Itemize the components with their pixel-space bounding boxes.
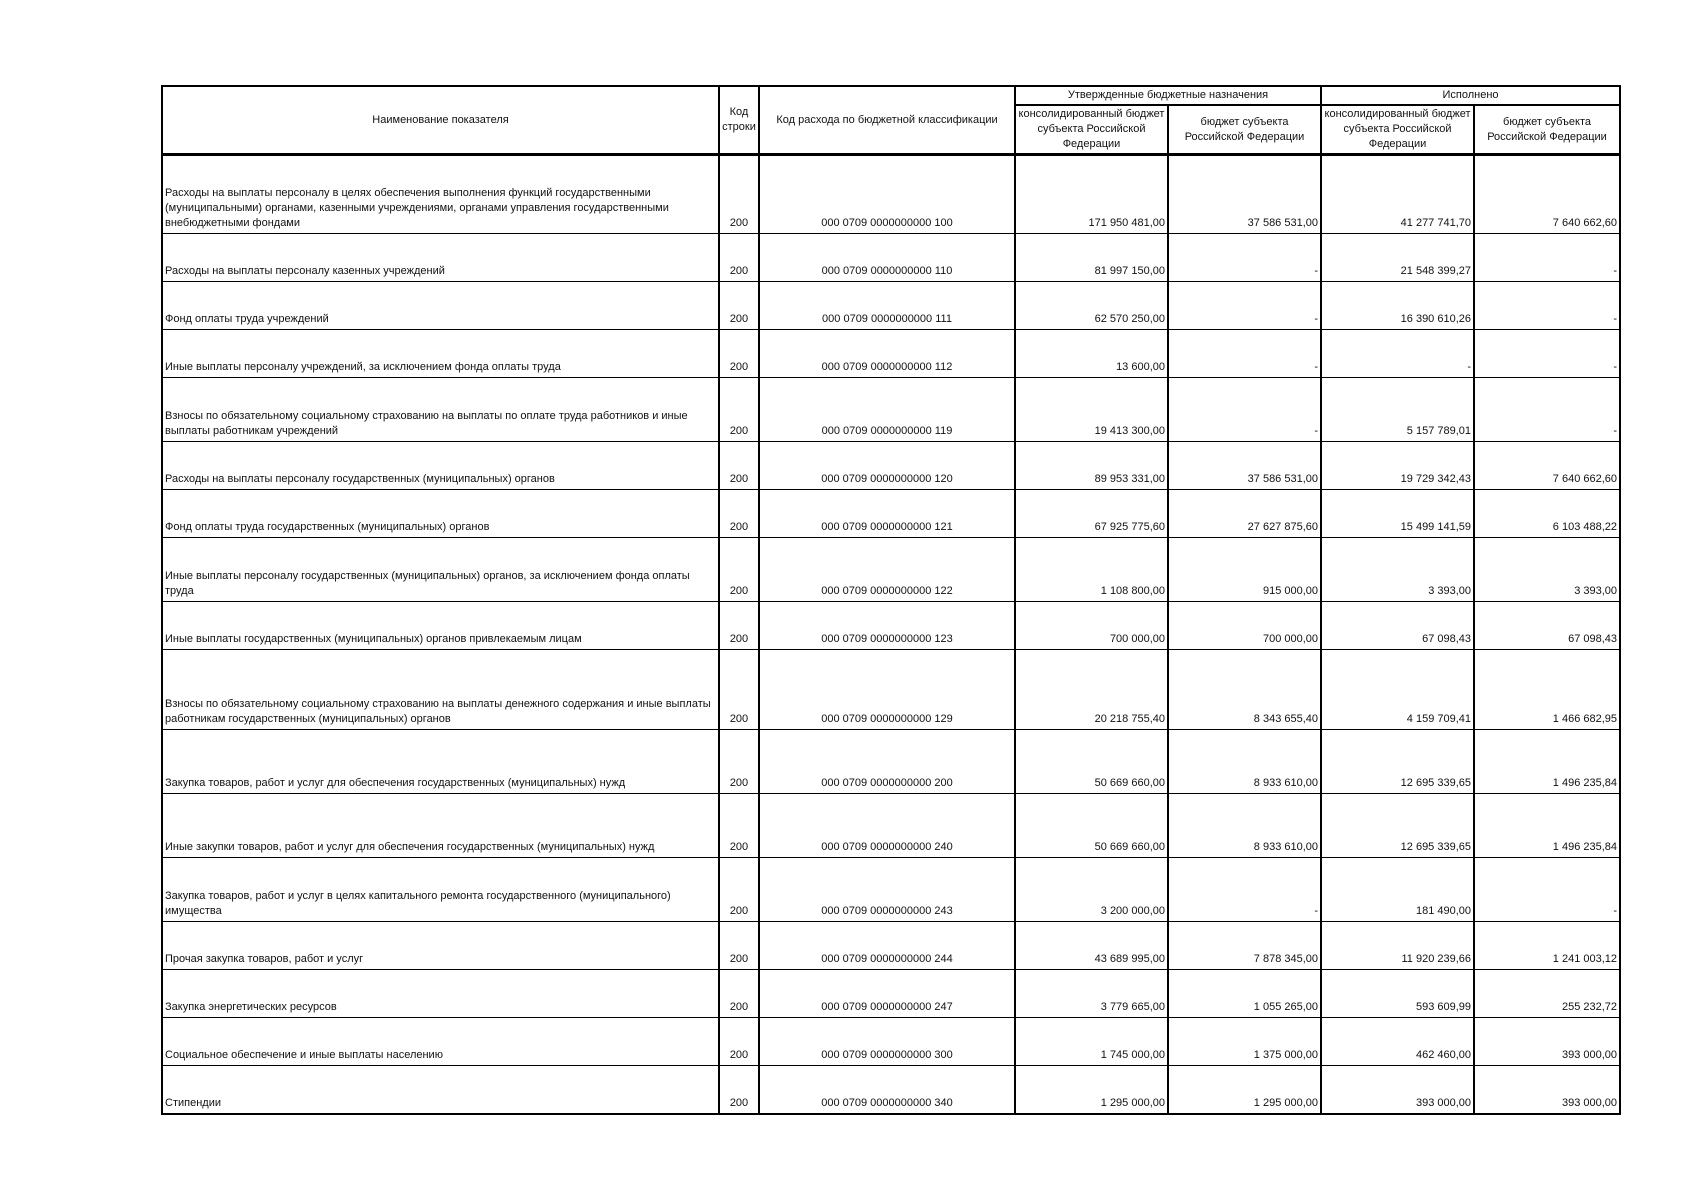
row-approved-consolidated: 43 689 995,00	[1015, 922, 1168, 970]
row-classification-code: 000 0709 0000000000 200	[759, 730, 1015, 794]
row-executed-subject: -	[1474, 234, 1620, 282]
row-executed-consolidated: 67 098,43	[1321, 602, 1474, 650]
header-classification-code: Код расхода по бюджетной классификации	[759, 86, 1015, 155]
table-row	[162, 538, 1620, 602]
row-indicator-name	[162, 730, 719, 794]
row-executed-subject: 393 000,00	[1474, 1066, 1620, 1114]
table-row	[162, 650, 1620, 730]
row-executed-subject: 1 466 682,95	[1474, 650, 1620, 730]
row-executed-subject: 7 640 662,60	[1474, 442, 1620, 490]
row-executed-consolidated: 181 490,00	[1321, 858, 1474, 922]
table-row	[162, 490, 1620, 538]
row-executed-subject: -	[1474, 282, 1620, 330]
row-approved-subject: 700 000,00	[1168, 602, 1321, 650]
row-approved-subject: -	[1168, 858, 1321, 922]
row-classification-code: 000 0709 0000000000 121	[759, 490, 1015, 538]
row-indicator-text: Закупка товаров, работ и услуг в целях капитального ремонта государственного (муниципального) имущества	[165, 890, 671, 917]
table-row	[162, 234, 1620, 282]
row-line-code: 200	[719, 922, 759, 970]
row-executed-consolidated: 16 390 610,26	[1321, 282, 1474, 330]
row-approved-subject: 37 586 531,00	[1168, 442, 1321, 490]
row-approved-consolidated: 67 925 775,60	[1015, 490, 1168, 538]
row-indicator-name	[162, 650, 719, 730]
row-executed-subject: 1 241 003,12	[1474, 922, 1620, 970]
row-approved-subject: -	[1168, 282, 1321, 330]
budget-execution-table	[161, 85, 1621, 1115]
row-line-code: 200	[719, 442, 759, 490]
table-row	[162, 442, 1620, 490]
header-approved-group: Утвержденные бюджетные назначения	[1015, 86, 1321, 105]
row-indicator-text: Взносы по обязательному социальному страхованию на выплаты по оплате труда работников и иные выплаты работникам учреждений	[165, 410, 688, 437]
row-approved-subject: 8 343 655,40	[1168, 650, 1321, 730]
row-indicator-name	[162, 922, 719, 970]
row-line-code: 200	[719, 650, 759, 730]
header-executed-group: Исполнено	[1321, 86, 1620, 105]
row-approved-subject: 1 375 000,00	[1168, 1018, 1321, 1066]
row-indicator-text: Прочая закупка товаров, работ и услуг	[165, 953, 364, 965]
row-approved-consolidated: 89 953 331,00	[1015, 442, 1168, 490]
row-line-code: 200	[719, 1066, 759, 1114]
row-executed-consolidated: 5 157 789,01	[1321, 378, 1474, 442]
row-approved-consolidated: 3 200 000,00	[1015, 858, 1168, 922]
row-line-code: 200	[719, 155, 759, 234]
row-approved-subject: 8 933 610,00	[1168, 794, 1321, 858]
row-executed-subject: 6 103 488,22	[1474, 490, 1620, 538]
row-line-code: 200	[719, 538, 759, 602]
row-executed-subject: 67 098,43	[1474, 602, 1620, 650]
row-indicator-text: Закупка энергетических ресурсов	[165, 1001, 337, 1013]
table-row	[162, 378, 1620, 442]
row-indicator-name	[162, 1018, 719, 1066]
row-approved-subject: -	[1168, 330, 1321, 378]
row-executed-subject: 393 000,00	[1474, 1018, 1620, 1066]
row-approved-consolidated: 20 218 755,40	[1015, 650, 1168, 730]
table-body	[162, 155, 1620, 1114]
row-executed-consolidated: 11 920 239,66	[1321, 922, 1474, 970]
row-executed-consolidated: 462 460,00	[1321, 1018, 1474, 1066]
row-executed-consolidated: 393 000,00	[1321, 1066, 1474, 1114]
row-indicator-name	[162, 490, 719, 538]
row-classification-code: 000 0709 0000000000 340	[759, 1066, 1015, 1114]
row-indicator-text: Взносы по обязательному социальному страхованию на выплаты денежного содержания и иные выплаты работникам государственных (муниципальных) органов	[165, 698, 711, 725]
row-executed-consolidated: 3 393,00	[1321, 538, 1474, 602]
table-row	[162, 794, 1620, 858]
row-approved-consolidated: 3 779 665,00	[1015, 970, 1168, 1018]
row-classification-code: 000 0709 0000000000 112	[759, 330, 1015, 378]
row-approved-consolidated: 700 000,00	[1015, 602, 1168, 650]
row-executed-consolidated: 593 609,99	[1321, 970, 1474, 1018]
table-row	[162, 1018, 1620, 1066]
row-executed-consolidated: 19 729 342,43	[1321, 442, 1474, 490]
table-row	[162, 330, 1620, 378]
row-approved-consolidated: 50 669 660,00	[1015, 730, 1168, 794]
row-line-code: 200	[719, 282, 759, 330]
row-line-code: 200	[719, 1018, 759, 1066]
row-executed-consolidated: 4 159 709,41	[1321, 650, 1474, 730]
row-executed-consolidated: 12 695 339,65	[1321, 730, 1474, 794]
row-classification-code: 000 0709 0000000000 120	[759, 442, 1015, 490]
row-approved-subject: 915 000,00	[1168, 538, 1321, 602]
row-classification-code: 000 0709 0000000000 243	[759, 858, 1015, 922]
row-line-code: 200	[719, 330, 759, 378]
row-indicator-name	[162, 282, 719, 330]
row-executed-subject: -	[1474, 858, 1620, 922]
row-indicator-name	[162, 970, 719, 1018]
row-executed-subject: 1 496 235,84	[1474, 730, 1620, 794]
row-indicator-text: Иные выплаты персоналу государственных (муниципальных) органов, за исключением фонда оплаты труда	[165, 570, 690, 597]
row-classification-code: 000 0709 0000000000 123	[759, 602, 1015, 650]
row-line-code: 200	[719, 602, 759, 650]
row-line-code: 200	[719, 970, 759, 1018]
row-classification-code: 000 0709 0000000000 122	[759, 538, 1015, 602]
row-executed-subject: 7 640 662,60	[1474, 155, 1620, 234]
row-line-code: 200	[719, 794, 759, 858]
row-executed-consolidated: -	[1321, 330, 1474, 378]
row-approved-subject: 27 627 875,60	[1168, 490, 1321, 538]
row-approved-consolidated: 13 600,00	[1015, 330, 1168, 378]
table-row	[162, 1066, 1620, 1114]
row-indicator-name	[162, 602, 719, 650]
row-indicator-name	[162, 794, 719, 858]
row-approved-consolidated: 1 108 800,00	[1015, 538, 1168, 602]
row-approved-subject: -	[1168, 234, 1321, 282]
row-executed-consolidated: 12 695 339,65	[1321, 794, 1474, 858]
row-classification-code: 000 0709 0000000000 111	[759, 282, 1015, 330]
header-executed-consolidated: консолидированный бюджет субъекта Российской Федерации	[1321, 105, 1474, 155]
table-row	[162, 858, 1620, 922]
row-indicator-name	[162, 858, 719, 922]
row-approved-subject: 7 878 345,00	[1168, 922, 1321, 970]
row-indicator-text: Фонд оплаты труда государственных (муниципальных) органов	[165, 521, 490, 533]
row-approved-subject: 1 055 265,00	[1168, 970, 1321, 1018]
row-indicator-text: Иные закупки товаров, работ и услуг для обеспечения государственных (муниципальных) нужд	[165, 841, 655, 853]
row-classification-code: 000 0709 0000000000 110	[759, 234, 1015, 282]
table-row	[162, 155, 1620, 234]
row-approved-consolidated: 50 669 660,00	[1015, 794, 1168, 858]
row-classification-code: 000 0709 0000000000 244	[759, 922, 1015, 970]
header-approved-subject: бюджет субъекта Российской Федерации	[1168, 105, 1321, 155]
header-indicator-name: Наименование показателя	[162, 86, 719, 155]
table-row	[162, 970, 1620, 1018]
row-indicator-name	[162, 330, 719, 378]
row-line-code: 200	[719, 490, 759, 538]
table-row	[162, 730, 1620, 794]
row-line-code: 200	[719, 378, 759, 442]
row-indicator-name	[162, 155, 719, 234]
table-row	[162, 282, 1620, 330]
row-indicator-name	[162, 538, 719, 602]
row-indicator-text: Социальное обеспечение и иные выплаты населению	[165, 1049, 443, 1061]
row-approved-subject: 1 295 000,00	[1168, 1066, 1321, 1114]
row-classification-code: 000 0709 0000000000 300	[759, 1018, 1015, 1066]
row-classification-code: 000 0709 0000000000 100	[759, 155, 1015, 234]
row-indicator-text: Закупка товаров, работ и услуг для обеспечения государственных (муниципальных) нужд	[165, 777, 626, 789]
header-executed-subject: бюджет субъекта Российской Федерации	[1474, 105, 1620, 155]
table-row	[162, 602, 1620, 650]
row-executed-subject: 3 393,00	[1474, 538, 1620, 602]
row-classification-code: 000 0709 0000000000 119	[759, 378, 1015, 442]
row-indicator-name	[162, 234, 719, 282]
row-executed-subject: 1 496 235,84	[1474, 794, 1620, 858]
row-indicator-name	[162, 442, 719, 490]
row-indicator-text: Расходы на выплаты персоналу в целях обеспечения выполнения функций государственными (муниципальными) органами, казенными учреждениями, органами управления государственными внебюджетными фондами	[165, 187, 669, 229]
row-executed-consolidated: 41 277 741,70	[1321, 155, 1474, 234]
row-approved-consolidated: 1 295 000,00	[1015, 1066, 1168, 1114]
row-executed-subject: 255 232,72	[1474, 970, 1620, 1018]
row-approved-subject: 37 586 531,00	[1168, 155, 1321, 234]
row-approved-consolidated: 171 950 481,00	[1015, 155, 1168, 234]
table-header	[162, 86, 1620, 155]
row-indicator-name	[162, 1066, 719, 1114]
header-line-code: Код строки	[719, 86, 759, 155]
row-approved-subject: 8 933 610,00	[1168, 730, 1321, 794]
row-approved-consolidated: 1 745 000,00	[1015, 1018, 1168, 1066]
row-line-code: 200	[719, 730, 759, 794]
table-row	[162, 922, 1620, 970]
row-indicator-text: Фонд оплаты труда учреждений	[165, 313, 329, 325]
row-approved-consolidated: 62 570 250,00	[1015, 282, 1168, 330]
row-executed-subject: -	[1474, 378, 1620, 442]
row-indicator-text: Иные выплаты персоналу учреждений, за исключением фонда оплаты труда	[165, 361, 561, 373]
row-approved-consolidated: 81 997 150,00	[1015, 234, 1168, 282]
row-line-code: 200	[719, 858, 759, 922]
row-approved-consolidated: 19 413 300,00	[1015, 378, 1168, 442]
row-indicator-text: Иные выплаты государственных (муниципальных) органов привлекаемым лицам	[165, 633, 582, 645]
row-classification-code: 000 0709 0000000000 240	[759, 794, 1015, 858]
row-line-code: 200	[719, 234, 759, 282]
row-executed-subject: -	[1474, 330, 1620, 378]
row-classification-code: 000 0709 0000000000 247	[759, 970, 1015, 1018]
row-indicator-text: Расходы на выплаты персоналу государственных (муниципальных) органов	[165, 473, 555, 485]
row-approved-subject: -	[1168, 378, 1321, 442]
row-classification-code: 000 0709 0000000000 129	[759, 650, 1015, 730]
row-indicator-name	[162, 378, 719, 442]
row-indicator-text: Стипендии	[165, 1096, 221, 1109]
row-executed-consolidated: 15 499 141,59	[1321, 490, 1474, 538]
row-executed-consolidated: 21 548 399,27	[1321, 234, 1474, 282]
row-indicator-text: Расходы на выплаты персоналу казенных учреждений	[165, 265, 445, 277]
header-approved-consolidated: консолидированный бюджет субъекта Российской Федерации	[1015, 105, 1168, 155]
